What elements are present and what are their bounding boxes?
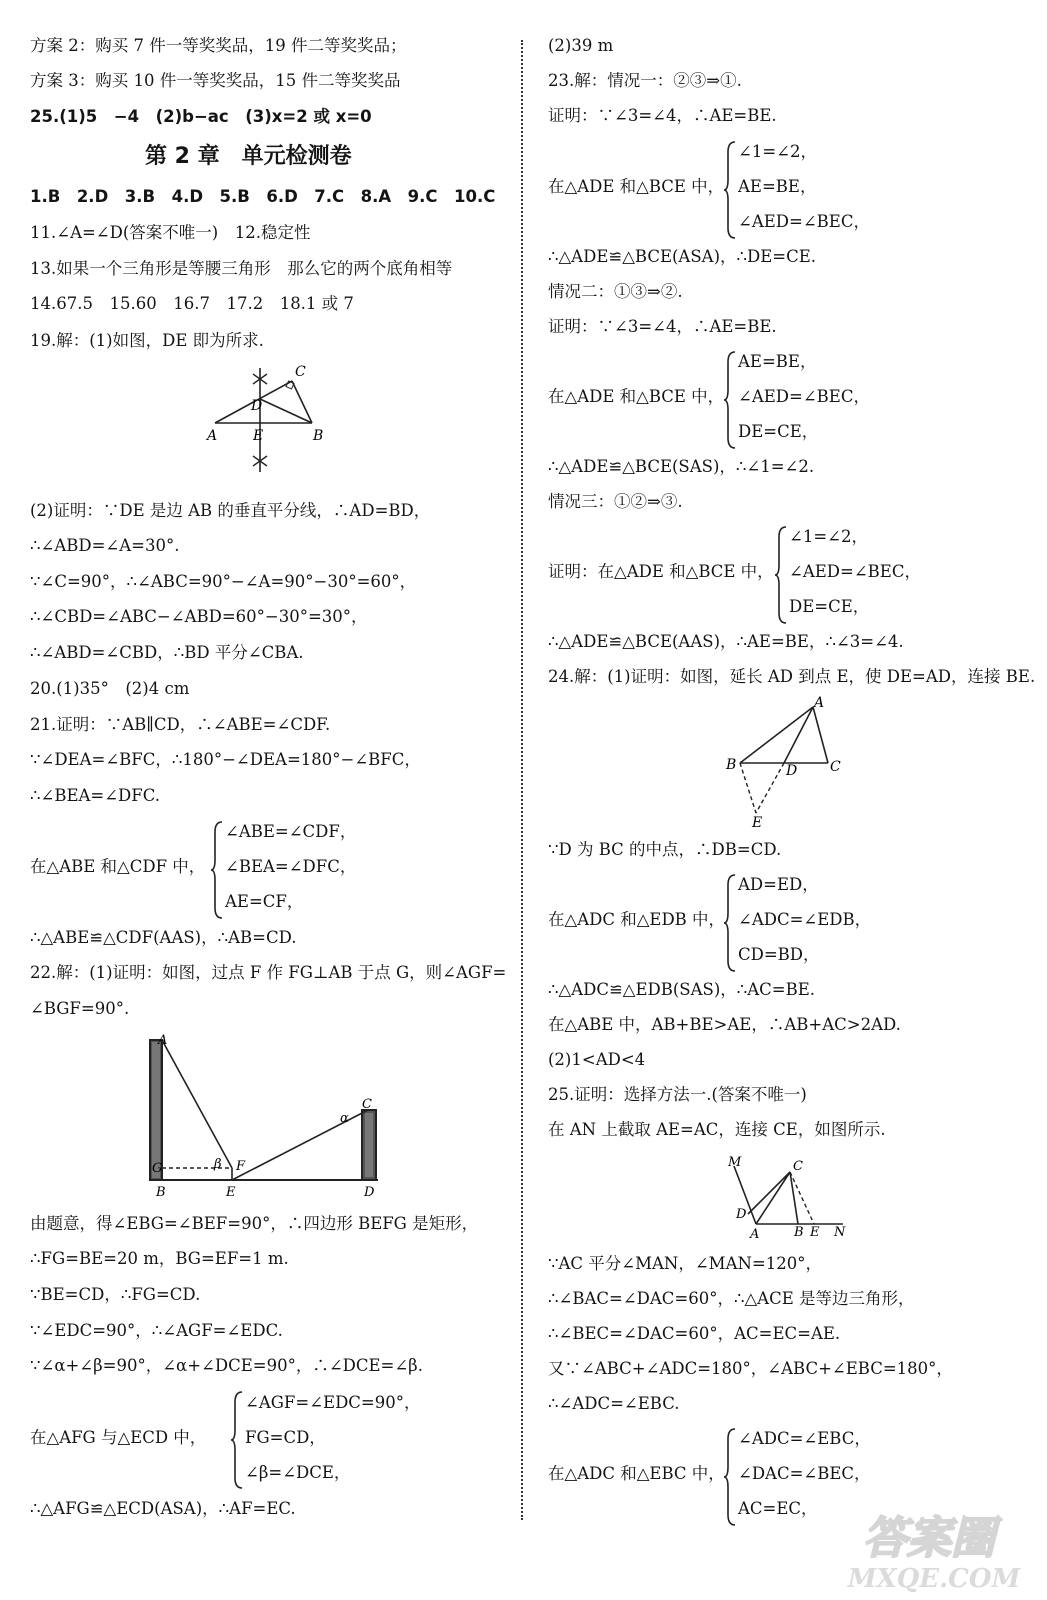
- fig19-label: C: [295, 364, 306, 380]
- system-prefix: 在△ADC 和△EBC 中，: [548, 1464, 725, 1483]
- proof-line: ∵D 为 BC 的中点，∴DB=CD.: [548, 840, 782, 859]
- fig25-label: B: [794, 1225, 804, 1240]
- figure-19: [205, 360, 345, 480]
- proof-line: ∴△ADE≌△BCE(ASA)，∴DE=CE.: [548, 247, 817, 266]
- proof-line: 在 AN 上截取 AE=AC，连接 CE，如图所示.: [548, 1120, 886, 1139]
- fig24-label: E: [752, 815, 763, 830]
- proof-line: ∴△ABE≌△CDF(AAS)，∴AB=CD.: [30, 928, 297, 947]
- fig25-label: A: [750, 1227, 760, 1240]
- fig22-label: E: [226, 1185, 236, 1200]
- brace-icon: [210, 820, 224, 920]
- fig19-label: E: [253, 428, 264, 444]
- brace-icon: [723, 350, 737, 450]
- fig25-label: M: [728, 1155, 742, 1170]
- proof-line: 在△ABE 中，AB+BE>AE，∴AB+AC>2AD.: [548, 1015, 901, 1034]
- proof-line: ∴∠BEA=∠DFC.: [30, 786, 161, 805]
- system-line: FG=CD，: [245, 1428, 326, 1447]
- answer-line: 方案 3：购买 10 件一等奖奖品，15 件二等奖奖品: [30, 71, 401, 90]
- system-line: ∠AGF=∠EDC=90°，: [245, 1393, 421, 1412]
- proof-line: ∵∠α+∠β=90°，∠α+∠DCE=90°，∴∠DCE=∠β.: [30, 1356, 423, 1375]
- system-line: ∠AED=∠BEC，: [738, 387, 870, 406]
- figure-25: [718, 1150, 858, 1240]
- system-line: ∠AED=∠BEC，: [789, 562, 921, 581]
- system-prefix: 在△AFG 与△ECD 中，: [30, 1428, 207, 1447]
- proof-line: 又∵∠ABC+∠ADC=180°，∠ABC+∠EBC=180°，: [548, 1359, 953, 1378]
- system-line: AC=EC，: [738, 1499, 818, 1518]
- system-line: ∠DAC=∠BEC，: [738, 1464, 871, 1483]
- proof-line: ∴△AFG≌△ECD(ASA)，∴AF=EC.: [30, 1499, 296, 1518]
- brace-icon: [723, 140, 737, 240]
- fig22-label: α: [340, 1111, 349, 1126]
- answer-line: 19.解：(1)如图，DE 即为所求.: [30, 331, 264, 350]
- proof-line: ∴△ADE≌△BCE(SAS)，∴∠1=∠2.: [548, 457, 815, 476]
- proof-line: ∵∠DEA=∠BFC，∴180°−∠DEA=180°−∠BFC，: [30, 750, 421, 769]
- answer-line: 13.如果一个三角形是等腰三角形 那么它的两个底角相等: [30, 259, 453, 278]
- fig24-label: C: [830, 759, 841, 775]
- fig22-label: C: [362, 1097, 372, 1112]
- system-line: ∠ADC=∠EBC，: [738, 1429, 871, 1448]
- system-line: ∠AED=∠BEC，: [738, 212, 870, 231]
- proof-line: ∴∠CBD=∠ABC−∠ABD=60°−30°=30°，: [30, 607, 368, 626]
- proof-line: ∵AC 平分∠MAN，∠MAN=120°，: [548, 1254, 822, 1273]
- proof-line: 22.解：(1)证明：如图，过点 F 作 FG⊥AB 于点 G，则∠AGF=: [30, 963, 507, 982]
- answer-line: 1.B 2.D 3.B 4.D 5.B 6.D 7.C 8.A 9.C 10.C: [30, 187, 496, 206]
- proof-line: ∴∠ABD=∠A=30°.: [30, 536, 180, 555]
- answer-line: 14.67.5 15.60 16.7 17.2 18.1 或 7: [30, 294, 354, 313]
- brace-icon: [723, 873, 737, 973]
- answer-line: 25.(1)5 −4 (2)b−ac (3)x=2 或 x=0: [30, 107, 372, 126]
- fig25-label: C: [793, 1159, 803, 1174]
- proof-line: 21.证明：∵AB∥CD，∴∠ABE=∠CDF.: [30, 715, 331, 734]
- fig24-label: B: [726, 757, 737, 773]
- proof-line: 情况二：①③⇒②.: [548, 282, 683, 301]
- fig22-label: B: [156, 1185, 166, 1200]
- system-prefix: 在△ABE 和△CDF 中，: [30, 857, 206, 876]
- system-line: ∠BEA=∠DFC，: [225, 857, 357, 876]
- system-line: ∠β=∠DCE，: [245, 1463, 351, 1482]
- system-line: AE=BE，: [738, 177, 817, 196]
- system-line: DE=CE，: [789, 597, 870, 616]
- fig19-label: A: [207, 428, 218, 444]
- proof-line: 20.(1)35° (2)4 cm: [30, 679, 190, 698]
- brace-icon: [774, 525, 788, 625]
- proof-line: ∠BGF=90°.: [30, 999, 130, 1018]
- system-line: ∠1=∠2，: [789, 527, 868, 546]
- proof-line: 情况三：①②⇒③.: [548, 492, 683, 511]
- system-line: ∠ABE=∠CDF，: [225, 822, 357, 841]
- fig22-label: β: [214, 1157, 222, 1172]
- system-line: AD=ED，: [738, 875, 819, 894]
- system-prefix: 在△ADE 和△BCE 中，: [548, 177, 725, 196]
- proof-line: ∴FG=BE=20 m，BG=EF=1 m.: [30, 1249, 289, 1268]
- system-prefix: 在△ADE 和△BCE 中，: [548, 387, 725, 406]
- system-prefix: 证明：在△ADE 和△BCE 中，: [548, 562, 774, 581]
- answer-line: 方案 2：购买 7 件一等奖奖品，19 件二等奖奖品；: [30, 36, 407, 55]
- proof-line: 证明：∵∠3=∠4，∴AE=BE.: [548, 317, 777, 336]
- fig22-label: D: [364, 1185, 375, 1200]
- system-line: ∠ADC=∠EDB，: [738, 910, 872, 929]
- proof-line: ∵BE=CD，∴FG=CD.: [30, 1285, 201, 1304]
- brace-icon: [723, 1427, 737, 1527]
- proof-line: 25.证明：选择方法一.(答案不唯一): [548, 1085, 807, 1104]
- system-line: AE=BE，: [738, 352, 817, 371]
- brace-icon: [230, 1390, 244, 1490]
- chapter-title: 第 2 章 单元检测卷: [145, 144, 352, 169]
- proof-line: ∴∠ABD=∠CBD，∴BD 平分∠CBA.: [30, 643, 304, 662]
- proof-line: ∴∠ADC=∠EBC.: [548, 1394, 680, 1413]
- fig22-label: F: [236, 1159, 246, 1174]
- answer-line: (2)39 m: [548, 36, 614, 55]
- proof-line: (2)证明：∵DE 是边 AB 的垂直平分线，∴AD=BD，: [30, 501, 431, 520]
- system-line: ∠1=∠2，: [738, 142, 817, 161]
- fig19-label: B: [313, 428, 324, 444]
- proof-line: 证明：∵∠3=∠4，∴AE=BE.: [548, 106, 777, 125]
- proof-line: ∴∠BEC=∠DAC=60°，AC=EC=AE.: [548, 1324, 841, 1343]
- proof-line: ∵∠C=90°，∴∠ABC=90°−∠A=90°−30°=60°，: [30, 572, 417, 591]
- figure-22: [142, 1030, 412, 1200]
- answer-line: 23.解：情况一：②③⇒①.: [548, 71, 742, 90]
- fig25-label: N: [834, 1225, 846, 1240]
- fig24-label: D: [786, 763, 798, 779]
- system-line: AE=CF，: [225, 892, 304, 911]
- figure-24: [718, 695, 858, 830]
- column-divider: [521, 40, 523, 1520]
- fig25-label: D: [736, 1207, 747, 1222]
- proof-line: ∴△ADE≌△BCE(AAS)，∴AE=BE，∴∠3=∠4.: [548, 632, 904, 651]
- proof-line: ∵∠EDC=90°，∴∠AGF=∠EDC.: [30, 1321, 283, 1340]
- watermark-logo: [829, 1507, 1039, 1592]
- fig19-label: D: [251, 398, 263, 414]
- proof-line: 24.解：(1)证明：如图，延长 AD 到点 E，使 DE=AD，连接 BE.: [548, 667, 1036, 686]
- system-prefix: 在△ADC 和△EDB 中，: [548, 910, 726, 929]
- watermark-url: MXQE.COM: [847, 1564, 1021, 1592]
- system-line: CD=BD，: [738, 945, 820, 964]
- fig25-label: E: [810, 1225, 820, 1240]
- answer-line: 11.∠A=∠D(答案不唯一) 12.稳定性: [30, 223, 311, 242]
- fig24-label: A: [814, 695, 825, 711]
- proof-line: 由题意，得∠EBG=∠BEF=90°，∴四边形 BEFG 是矩形，: [30, 1214, 479, 1233]
- fig22-label: A: [158, 1033, 168, 1048]
- proof-line: ∴△ADC≌△EDB(SAS)，∴AC=BE.: [548, 980, 816, 999]
- system-line: DE=CE，: [738, 422, 819, 441]
- answer-line: (2)1<AD<4: [548, 1050, 646, 1069]
- proof-line: ∴∠BAC=∠DAC=60°，∴△ACE 是等边三角形，: [548, 1289, 915, 1308]
- watermark-text: 答案圈: [863, 1513, 995, 1564]
- fig22-label: G: [152, 1161, 163, 1176]
